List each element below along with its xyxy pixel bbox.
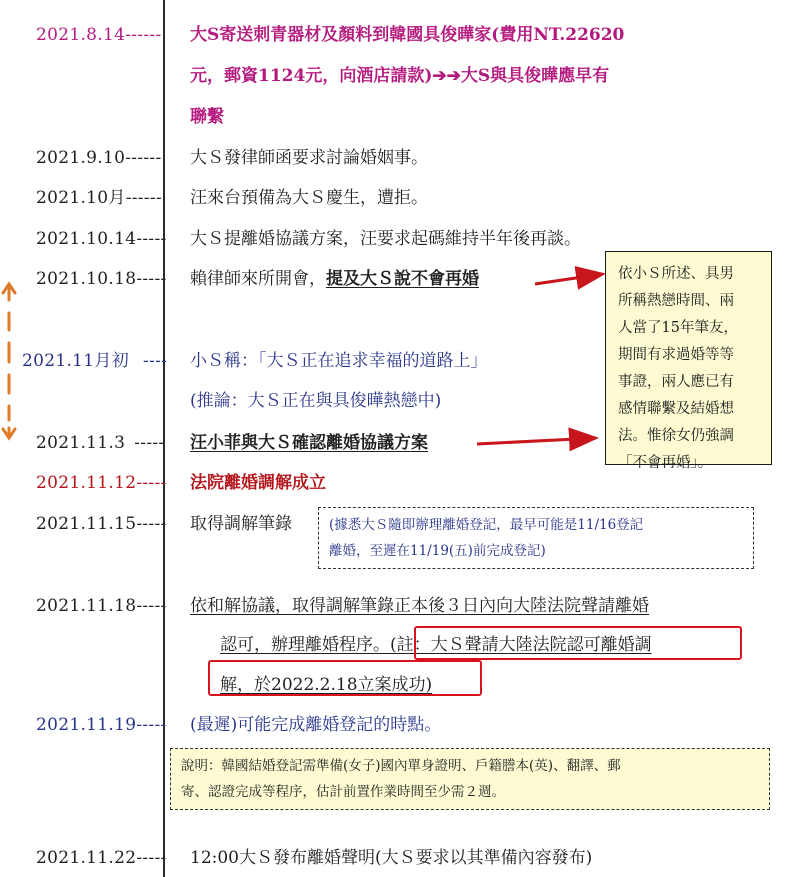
highlight-note-b: 解，於2022.2.18立案成功)	[220, 675, 433, 695]
entry-text-1112: 法院離婚調解成立	[190, 473, 326, 493]
callout-line: 「不會再婚」。	[618, 455, 713, 471]
callout-line: 依小Ｓ所述、具男	[618, 266, 734, 282]
entry-text-0814-line2: 元，郵資1124元，向酒店請款)➔➔大S與具俊曄應早有	[190, 66, 610, 86]
entry-text-0814-line1: 大S寄送刺青器材及顏料到韓國具俊曄家(費用NT.22620	[190, 25, 625, 45]
callout-line: 感情聯繫及結婚想	[618, 401, 734, 417]
entry-text-1118-line1: 依和解協議，取得調解筆錄正本後３日內向大陸法院聲請離婚	[190, 596, 649, 616]
arrow-right-icon	[477, 438, 596, 444]
entry-date-1118: 2021.11.18-----	[36, 596, 167, 616]
callout-line: 所稱熱戀時間、兩	[618, 293, 734, 309]
entry-text-1014: 大Ｓ提離婚協議方案，汪要求起碼維持半年後再談。	[190, 229, 581, 249]
entry-inference: (推論：大Ｓ正在與具俊曄熱戀中)	[190, 391, 442, 411]
note-box-1119-line1: 說明：韓國結婚登記需準備(女子)國內單身證明、戶籍謄本(英)、翻譯、郵	[181, 758, 621, 774]
entry-date-1103: 2021.11.3 -----	[36, 433, 165, 453]
entry-text-10: 汪來台預備為大Ｓ慶生，遭拒。	[190, 188, 428, 208]
entry-date-0910: 2021.9.10------	[36, 148, 162, 168]
entry-date-1018: 2021.10.18-----	[36, 269, 167, 289]
entry-text-1018: 賴律師來所開會，提及大Ｓ說不會再婚	[190, 269, 479, 289]
entry-date-10: 2021.10月------	[36, 188, 162, 208]
entry-date-1122: 2021.11.22-----	[36, 848, 167, 868]
entry-text-1103: 汪小菲與大Ｓ確認離婚協議方案	[190, 433, 428, 453]
entry-text-0910: 大Ｓ發律師函要求討論婚姻事。	[190, 148, 428, 168]
note-box-1119-line2: 寄、認證完成等程序，估計前置作業時間至少需２週。	[181, 784, 505, 800]
callout-line: 期間有求過婚等等	[618, 347, 734, 363]
entry-date-1119: 2021.11.19-----	[36, 715, 167, 735]
callout-line: 人當了15年筆友，	[618, 320, 738, 336]
callout-line: 法。惟徐女仍強調	[618, 428, 734, 444]
highlight-note-a: (註：大Ｓ聲請大陸法院認可離婚調	[390, 635, 652, 655]
emphasis-no-remarry: 提及大Ｓ說不會再婚	[326, 269, 479, 289]
entry-text-1118-line2: 認可，辦理離婚程序。(註：大Ｓ聲請大陸法院認可離婚調	[220, 635, 652, 655]
arrow-right-icon	[535, 274, 603, 284]
callout-line: 事證，兩人應已有	[618, 374, 734, 390]
note-box-1115-line1: (據悉大Ｓ隨即辦理離婚登記，最早可能是11/16登記	[329, 517, 644, 533]
double-arrow-vertical-icon	[3, 284, 15, 438]
entry-date-1014: 2021.10.14-----	[36, 229, 167, 249]
entry-date-11-early: 2021.11月初 ----	[22, 351, 168, 371]
entry-text-11-early: 小Ｓ稱：「大Ｓ正在追求幸福的道路上」	[190, 351, 488, 371]
entry-text-1115: 取得調解筆錄	[190, 514, 292, 534]
note-box-1115-line2: 離婚，至遲在11/19(五)前完成登記)	[329, 543, 546, 559]
entry-date-0814: 2021.8.14------	[36, 25, 162, 45]
entry-text-1119: (最遲)可能完成離婚登記的時點。	[190, 715, 442, 735]
entry-date-1115: 2021.11.15-----	[36, 514, 167, 534]
entry-date-1112: 2021.11.12-----	[36, 473, 167, 493]
entry-text-0814-line3: 聯繫	[190, 107, 224, 127]
entry-text-1122: 12:00大Ｓ發布離婚聲明(大Ｓ要求以其準備內容發布)	[190, 848, 593, 868]
